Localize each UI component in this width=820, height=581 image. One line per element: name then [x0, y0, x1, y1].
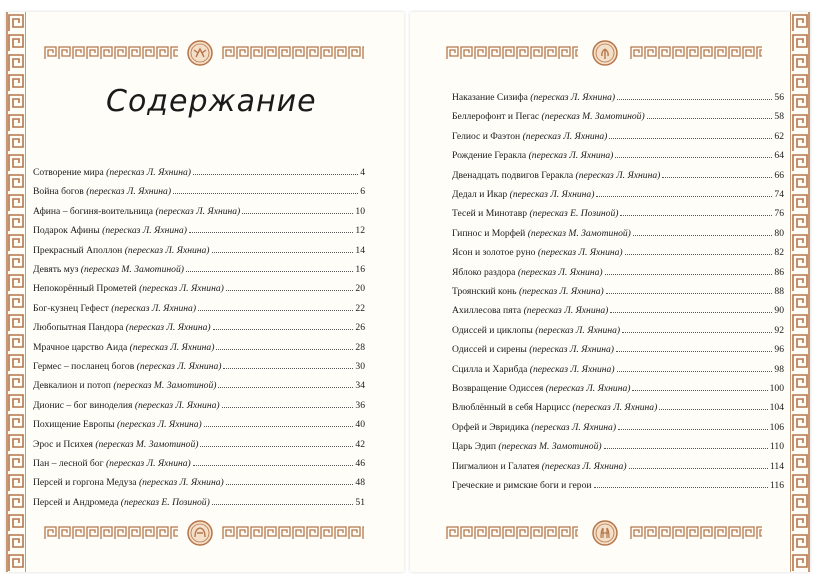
toc-entry-credit: (пересказ М. Замотиной): [113, 380, 217, 392]
toc-entry-credit: (пересказ Л. Яхнина): [531, 421, 617, 433]
toc-leader-dots: [213, 329, 354, 330]
toc-leader-dots: [625, 254, 773, 255]
greek-key-band-top-left: [446, 46, 578, 60]
toc-entry-text: [452, 420, 616, 436]
toc-entry: [33, 495, 365, 511]
greek-key-band-bottom-left: [44, 526, 178, 540]
toc-entry-credit: (пересказ Л. Яхнина): [575, 169, 661, 181]
toc-leader-dots: [204, 426, 354, 427]
toc-leader-dots: [616, 351, 772, 352]
toc-entry-text: [452, 362, 615, 378]
toc-leader-dots: [610, 312, 772, 313]
toc-entry-text: [452, 168, 660, 184]
toc-leader-dots: [226, 484, 354, 485]
toc-entry-text: [33, 398, 220, 414]
toc-entry-title: Война богов: [33, 186, 84, 198]
toc-entry: [452, 168, 784, 184]
toc-entry: [452, 129, 784, 145]
toc-page-number: 88: [774, 286, 784, 297]
toc-entry-credit: (пересказ Л. Яхнина): [517, 266, 603, 278]
toc-leader-dots: [632, 390, 767, 391]
toc-leader-dots: [662, 177, 772, 178]
toc-page-number: 114: [769, 460, 784, 472]
toc-entry-credit: (пересказ Л. Яхнина): [537, 247, 623, 259]
toc-entry-title: Одиссей и циклопы: [452, 324, 533, 336]
toc-page-number: 46: [355, 458, 365, 469]
toc-leader-dots: [212, 252, 354, 253]
toc-entry-title: Дедал и Икар: [452, 189, 508, 200]
toc-page-number: 6: [360, 186, 365, 198]
toc-entry-credit: (пересказ Л. Яхнина): [155, 205, 241, 217]
toc-entry-title: Пан – лесной бог: [33, 458, 104, 469]
toc-leader-dots: [615, 157, 772, 158]
toc-leader-dots: [606, 293, 773, 294]
toc-leader-dots: [617, 371, 773, 372]
toc-entry-credit: (пересказ М. Замотиной): [498, 441, 602, 453]
toc-entry-text: [33, 165, 191, 181]
toc-entry-text: [33, 301, 196, 317]
toc-entry: [452, 245, 784, 261]
toc-entry-credit: (пересказ М. Замотиной): [80, 264, 184, 275]
toc-entry-title: Персей и горгона Медуза: [33, 477, 137, 489]
greek-key-border-right: [790, 12, 810, 572]
toc-entry-title: Непокорённый Прометей: [33, 283, 137, 295]
toc-entry: [452, 109, 784, 125]
toc-entry-text: [33, 184, 171, 200]
toc-page-number: 64: [774, 150, 784, 162]
toc-entry: [452, 187, 784, 203]
toc-entry-title: Девкалион и потоп: [33, 380, 111, 392]
greek-key-band-top-right: [630, 46, 762, 60]
toc-entry-credit: (пересказ М. Замотиной): [527, 227, 631, 239]
toc-leader-dots: [193, 465, 354, 466]
toc-entry-credit: (пересказ Л. Яхнина): [105, 458, 191, 469]
toc-entry-credit: (пересказ Л. Яхнина): [572, 402, 658, 414]
toc-entry-text: [33, 223, 187, 239]
toc-page-number: 96: [774, 344, 784, 356]
greek-key-band-top-right: [222, 46, 364, 60]
toc-entry-title: Одиссей и сирены: [452, 344, 527, 356]
toc-entry-title: Любопытная Пандора: [33, 322, 124, 334]
toc-entry-credit: (пересказ Л. Яхнина): [102, 225, 187, 237]
toc-entry-credit: (пересказ Л. Яхнина): [529, 363, 615, 375]
toc-entry: [33, 456, 365, 472]
toc-page-number: 98: [774, 363, 784, 375]
toc-entry: [452, 323, 784, 339]
toc-entry-title: Гипнос и Морфей: [452, 227, 526, 239]
toc-entry: [452, 459, 784, 475]
page-title: Содержание: [106, 84, 317, 119]
toc-leader-dots: [222, 407, 354, 408]
toc-leader-dots: [223, 368, 353, 369]
toc-entry: [452, 90, 784, 106]
toc-entry-credit: (пересказ Л. Яхнина): [86, 186, 172, 198]
toc-entry-credit: (пересказ Л. Яхнина): [106, 167, 191, 178]
toc-leader-dots: [618, 429, 768, 430]
toc-page-number: 26: [355, 322, 365, 334]
toc-entry-credit: (пересказ М. Замотиной): [95, 438, 199, 450]
toc-page-number: 14: [355, 244, 365, 256]
toc-entry-text: [452, 187, 594, 203]
toc-entry-text: [33, 475, 224, 491]
toc-entry-title: Царь Эдип: [452, 441, 497, 453]
toc-entry-credit: (пересказ Л. Яхнина): [545, 383, 631, 394]
toc-leader-dots: [216, 349, 353, 350]
toc-page-number: 58: [774, 111, 784, 123]
toc-entry-text: [452, 284, 604, 300]
toc-page-number: 92: [774, 324, 784, 336]
feather-icon: [592, 40, 618, 66]
toc-page-number: 76: [774, 208, 784, 220]
toc-leader-dots: [200, 446, 353, 447]
greek-key-border-left: [6, 12, 26, 572]
toc-entry: [452, 381, 784, 397]
right-page: [410, 12, 810, 572]
toc-entry-title: Сотворение мира: [33, 167, 104, 178]
toc-leader-dots: [647, 118, 773, 119]
toc-entry-title: Греческие и римские боги и герои: [452, 480, 592, 491]
greek-key-band-top-left: [44, 46, 178, 60]
toc-entry-title: Беллерофонт и Пегас: [452, 111, 540, 123]
toc-page-number: 36: [355, 399, 365, 411]
toc-entry-credit: (пересказ Л. Яхнина): [139, 283, 224, 295]
toc-entry-credit: (пересказ Л. Яхнина): [134, 399, 220, 411]
toc-entry: [33, 320, 365, 336]
toc-entry: [452, 148, 784, 164]
toc-entry-title: Сцилла и Харибда: [452, 363, 528, 375]
toc-page-number: 106: [769, 421, 784, 433]
toc-entry-text: [452, 478, 592, 494]
toc-entry-text: [452, 226, 631, 242]
toc-page-number: 74: [774, 189, 784, 200]
toc-entry: [452, 342, 784, 358]
toc-entry-title: Бог-кузнец Гефест: [33, 302, 109, 314]
toc-entry-text: [33, 320, 211, 336]
toc-entry: [33, 281, 365, 297]
toc-entry-title: Дионис – бог виноделия: [33, 399, 133, 411]
toc-entry-text: [33, 378, 216, 394]
toc-entry-text: [452, 459, 627, 475]
toc-entry-text: [33, 456, 191, 472]
toc-page-number: 62: [774, 130, 784, 142]
greek-key-band-bottom-right: [630, 526, 762, 540]
toc-entry: [33, 165, 365, 181]
toc-entry: [452, 206, 784, 222]
toc-entry: [452, 439, 784, 455]
toc-page-number: 40: [355, 419, 365, 431]
toc-entry-credit: (пересказ Л. Яхнина): [116, 419, 202, 431]
toc-entry-title: Прекрасный Аполлон: [33, 244, 123, 256]
toc-entry-text: [33, 204, 240, 220]
toc-entry-title: Наказание Сизифа: [452, 92, 528, 103]
toc-entry-title: Возвращение Одиссея: [452, 383, 544, 394]
toc-leader-dots: [596, 196, 772, 197]
toc-page-number: 86: [774, 266, 784, 278]
toc-page-number: 10: [355, 205, 365, 217]
toc-entry: [33, 262, 365, 278]
toc-entry-credit: (пересказ Л. Яхнина): [129, 341, 215, 353]
toc-entry-title: Подарок Афины: [33, 225, 100, 237]
toc-entry-title: Яблоко раздора: [452, 266, 516, 278]
toc-entry: [452, 303, 784, 319]
toc-entry-credit: (пересказ Л. Яхнина): [530, 92, 616, 103]
toc-entry-text: [452, 400, 657, 416]
toc-entry-title: Мрачное царство Аида: [33, 341, 128, 353]
toc-entry: [33, 184, 365, 200]
toc-leader-dots: [193, 174, 358, 175]
toc-entry: [452, 420, 784, 436]
toc-entry-title: Ясон и золотое руно: [452, 247, 536, 259]
toc-entry-text: [452, 129, 607, 145]
toc-leader-dots: [218, 387, 353, 388]
toc-entry-text: [452, 323, 620, 339]
toc-page-number: 104: [769, 402, 784, 414]
toc-leader-dots: [659, 409, 767, 410]
toc-entry: [33, 398, 365, 414]
toc-entry-text: [452, 439, 602, 455]
toc-page-number: 16: [355, 264, 365, 275]
toc-page-number: 51: [355, 496, 365, 508]
toc-entry-title: Гермес – посланец богов: [33, 361, 135, 372]
toc-entry-credit: (пересказ Е. Позиной): [120, 496, 210, 508]
greek-key-band-bottom-right: [222, 526, 364, 540]
toc-entry-credit: (пересказ М. Замотиной): [541, 111, 645, 123]
toc-entry-text: [452, 265, 603, 281]
toc-page-number: 80: [774, 227, 784, 239]
toc-entry: [33, 243, 365, 259]
toc-page-number: 34: [355, 380, 365, 392]
toc-entry-credit: (пересказ Л. Яхнина): [509, 189, 595, 200]
toc-entry: [33, 378, 365, 394]
toc-page-number: 110: [769, 441, 784, 453]
toc-entry-title: Троянский конь: [452, 286, 517, 297]
toc-entry-credit: (пересказ Л. Яхнина): [523, 305, 609, 317]
toc-page-number: 30: [355, 361, 365, 372]
toc-entry-text: [452, 206, 618, 222]
toc-page-number: 20: [355, 283, 365, 295]
toc-leader-dots: [198, 310, 353, 311]
toc-entry-text: [33, 417, 202, 433]
toc-entry-credit: (пересказ Л. Яхнина): [529, 344, 615, 356]
greek-key-band-bottom-left: [446, 526, 578, 540]
toc-entry-credit: (пересказ Л. Яхнина): [535, 324, 621, 336]
toc-entry-title: Рождение Геракла: [452, 150, 527, 162]
toc-leader-dots: [605, 274, 773, 275]
toc-entry-credit: (пересказ Е. Позиной): [529, 208, 619, 220]
toc-page-number: 12: [355, 225, 365, 237]
toc-leader-dots: [189, 232, 353, 233]
toc-entry-text: [452, 303, 608, 319]
toc-entry-title: Персей и Андромеда: [33, 496, 119, 508]
toc-page-number: 48: [355, 477, 365, 489]
toc-entry-title: Пигмалион и Галатея: [452, 460, 540, 472]
toc-entry-text: [452, 90, 615, 106]
toc-entry-title: Эрос и Психея: [33, 438, 93, 450]
toc-entry: [452, 226, 784, 242]
toc-entry: [452, 400, 784, 416]
toc-page-number: 90: [774, 305, 784, 317]
toc-entry: [33, 204, 365, 220]
toc-entry: [452, 265, 784, 281]
toc-entry-text: [33, 340, 214, 356]
toc-entry: [33, 301, 365, 317]
toc-page-number: 22: [355, 302, 365, 314]
toc-leader-dots: [173, 193, 358, 194]
toc-entry-text: [33, 495, 210, 511]
toc-entry-credit: (пересказ Л. Яхнина): [125, 322, 211, 334]
winged-figure-icon: [187, 40, 213, 66]
toc-entry: [33, 359, 365, 375]
toc-leader-dots: [226, 290, 354, 291]
helmet-warrior-icon: [187, 520, 213, 546]
toc-entry-credit: (пересказ Л. Яхнина): [124, 244, 210, 256]
toc-entry-text: [33, 243, 210, 259]
toc-leader-dots: [604, 448, 768, 449]
toc-leader-dots: [620, 215, 772, 216]
toc-entry-title: Двенадцать подвигов Геракла: [452, 169, 574, 181]
toc-entry: [33, 437, 365, 453]
toc-page-number: 82: [774, 247, 784, 259]
toc-entry: [33, 475, 365, 491]
toc-entry-title: Орфей и Эвридика: [452, 421, 529, 433]
toc-entry-title: Похищение Европы: [33, 419, 115, 431]
toc-page-number: 42: [355, 438, 365, 450]
toc-entry-text: [452, 381, 630, 397]
toc-entry: [452, 362, 784, 378]
toc-entry-text: [33, 359, 221, 375]
toc-entry-text: [33, 262, 184, 278]
toc-page-number: 28: [355, 341, 365, 353]
toc-entry: [33, 223, 365, 239]
toc-page-number: 116: [769, 480, 784, 491]
toc-entry: [33, 417, 365, 433]
toc-entry-text: [33, 437, 198, 453]
toc-entry-text: [452, 109, 645, 125]
toc-entry-title: Тесей и Минотавр: [452, 208, 528, 220]
toc-entry: [452, 284, 784, 300]
toc-leader-dots: [609, 138, 772, 139]
toc-page-number: 4: [360, 167, 365, 178]
toc-page-number: 100: [769, 383, 784, 394]
toc-entry-credit: (пересказ Л. Яхнина): [136, 361, 222, 372]
toc-entry-credit: (пересказ Л. Яхнина): [522, 130, 608, 142]
toc-entry: [33, 340, 365, 356]
toc-page-number: 56: [774, 92, 784, 103]
toc-entry-text: [452, 342, 614, 358]
toc-leader-dots: [212, 504, 354, 505]
toc-entry-credit: (пересказ Л. Яхнина): [111, 302, 197, 314]
lyre-player-icon: [592, 520, 618, 546]
toc-leader-dots: [242, 213, 353, 214]
toc-entry-title: Гелиос и Фаэтон: [452, 130, 521, 142]
toc-leader-dots: [629, 468, 768, 469]
toc-entry: [452, 478, 784, 494]
toc-page-number: 66: [774, 169, 784, 181]
toc-entry-text: [452, 148, 613, 164]
toc-entry-title: Девять муз: [33, 264, 79, 275]
toc-leader-dots: [622, 332, 772, 333]
toc-entry-credit: (пересказ Л. Яхнина): [541, 460, 627, 472]
toc-entry-credit: (пересказ Л. Яхнина): [528, 150, 614, 162]
toc-entry-title: Влюблённый в себя Нарцисс: [452, 402, 571, 414]
toc-entry-title: Ахиллесова пята: [452, 305, 522, 317]
left-page: [6, 12, 404, 572]
toc-leader-dots: [186, 271, 353, 272]
toc-entry-credit: (пересказ Л. Яхнина): [518, 286, 604, 297]
toc-entry-title: Афина – богиня-воительница: [33, 205, 154, 217]
toc-entry-text: [452, 245, 623, 261]
toc-leader-dots: [633, 235, 773, 236]
toc-entry-text: [33, 281, 224, 297]
toc-leader-dots: [594, 487, 768, 488]
toc-entry-credit: (пересказ Л. Яхнина): [138, 477, 224, 489]
toc-leader-dots: [617, 99, 772, 100]
